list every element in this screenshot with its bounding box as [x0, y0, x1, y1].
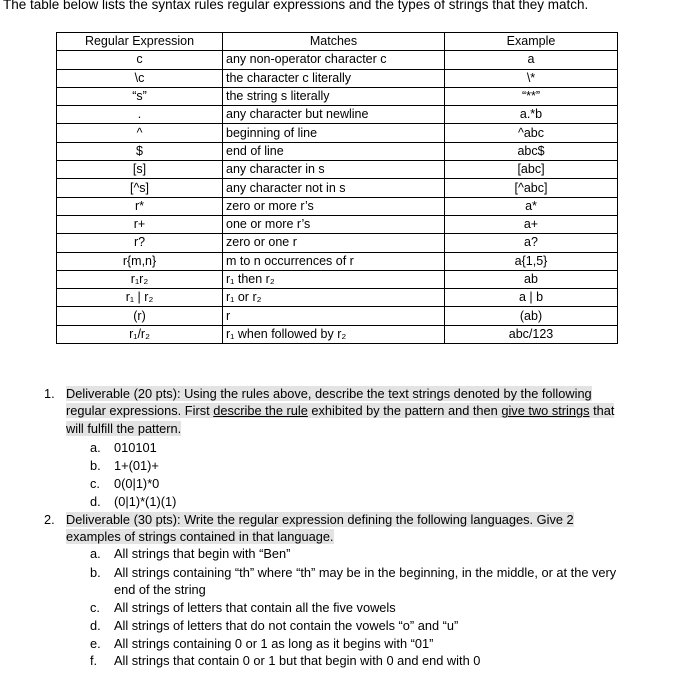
matches-cell: beginning of line [223, 124, 445, 142]
q2-item-a-letter: a. [90, 546, 101, 561]
regex-cell: $ [57, 142, 223, 160]
question-2-text [66, 511, 611, 546]
table-row [57, 106, 618, 124]
regex-cell: [s] [57, 161, 223, 179]
regex-cell: r{m,n} [57, 252, 223, 270]
q2-item-b-text: All strings containing “th” where “th” may be in the beginning, in the middle, or at the very end of the string [114, 565, 617, 598]
question-1-link-give-strings: give two strings [501, 403, 590, 419]
matches-cell: r₁ then r₂ [223, 270, 445, 288]
table-row [57, 270, 618, 288]
table-header-row [57, 33, 618, 51]
matches-cell: the character c literally [223, 69, 445, 87]
example-cell: abc$ [445, 142, 618, 160]
example-cell: (ab) [445, 307, 618, 325]
intro-text: The table below lists the syntax rules regular expressions and the types of strings that they match. [3, 0, 589, 12]
table-row [57, 179, 618, 197]
table-row [57, 325, 618, 343]
matches-cell: the string s literally [223, 87, 445, 105]
q2-item-d-letter: d. [90, 618, 101, 633]
example-cell: ab [445, 270, 618, 288]
question-1-link-describe-rule: describe the rule [213, 403, 308, 419]
q1-item-a-text: 010101 [114, 440, 157, 455]
question-1-part1: Deliverable (20 pts): Using the rules above, describe the text strings denoted by the following regular expressions. First [66, 386, 592, 419]
matches-cell: one or more r’s [223, 215, 445, 233]
q2-item-d-text: All strings of letters that do not contain the vowels “o” and “u” [114, 618, 459, 633]
q1-item-d-text: (0|1)*(1)(1) [114, 494, 177, 509]
header-matches: Matches [223, 33, 445, 51]
q2-item-c-text: All strings of letters that contain all the five vowels [114, 600, 396, 615]
header-regular-expression: Regular Expression [57, 33, 223, 51]
q1-item-b-letter: b. [90, 458, 101, 473]
q2-item-f-text: All strings that contain 0 or 1 but that begin with 0 and end with 0 [114, 653, 481, 668]
matches-cell: r [223, 307, 445, 325]
example-cell: a | b [445, 289, 618, 307]
question-2-body: Deliverable (30 pts): Write the regular expression defining the following languages. Give 2 examples of strings contained in that language. [66, 512, 574, 545]
q2-item-f-letter: f. [90, 653, 98, 668]
table-row [57, 197, 618, 215]
q2-item-c-letter: c. [90, 600, 100, 615]
syntax-rules-table [56, 32, 618, 344]
regex-cell: “s” [57, 87, 223, 105]
question-1-part2: exhibited by the pattern and then [307, 403, 502, 419]
matches-cell: any non-operator character c [223, 51, 445, 69]
question-2-number: 2. [44, 512, 55, 527]
q2-item-e-text: All strings containing 0 or 1 as long as it begins with “01” [114, 636, 434, 651]
matches-cell: end of line [223, 142, 445, 160]
question-1-number: 1. [44, 386, 55, 401]
example-cell: a.*b [445, 106, 618, 124]
q1-item-c-text: 0(0|1)*0 [114, 476, 160, 491]
matches-cell: any character in s [223, 161, 445, 179]
matches-cell: r₁ when followed by r₂ [223, 325, 445, 343]
matches-cell: any character not in s [223, 179, 445, 197]
table-row [57, 142, 618, 160]
example-cell: ^abc [445, 124, 618, 142]
matches-cell: r₁ or r₂ [223, 289, 445, 307]
regex-cell: ^ [57, 124, 223, 142]
q1-item-a-letter: a. [90, 440, 101, 455]
table-row [57, 234, 618, 252]
q1-item-c-letter: c. [90, 476, 100, 491]
regex-cell: r₁ | r₂ [57, 289, 223, 307]
matches-cell: any character but newline [223, 106, 445, 124]
table-row [57, 124, 618, 142]
regex-cell: r₁r₂ [57, 270, 223, 288]
q1-item-d-letter: d. [90, 494, 101, 509]
example-cell: a{1,5} [445, 252, 618, 270]
regex-cell: r+ [57, 215, 223, 233]
regex-cell: . [57, 106, 223, 124]
q2-item-b-letter: b. [90, 565, 101, 580]
table-row [57, 69, 618, 87]
q2-item-a-text: All strings that begin with “Ben” [114, 546, 291, 561]
example-cell: [abc] [445, 161, 618, 179]
regex-cell: c [57, 51, 223, 69]
example-cell: a? [445, 234, 618, 252]
table-row [57, 87, 618, 105]
regex-cell: \c [57, 69, 223, 87]
regex-cell: r? [57, 234, 223, 252]
header-example: Example [445, 33, 618, 51]
table-row [57, 215, 618, 233]
matches-cell: m to n occurrences of r [223, 252, 445, 270]
example-cell: a [445, 51, 618, 69]
example-cell: \* [445, 69, 618, 87]
matches-cell: zero or more r’s [223, 197, 445, 215]
q2-item-e-letter: e. [90, 636, 101, 651]
regex-cell: r₁/r₂ [57, 325, 223, 343]
example-cell: a+ [445, 215, 618, 233]
table-row [57, 289, 618, 307]
matches-cell: zero or one r [223, 234, 445, 252]
question-1-text [66, 385, 628, 437]
example-cell: abc/123 [445, 325, 618, 343]
table-row [57, 161, 618, 179]
question-1-part3: that will fulfill the pattern. [66, 403, 615, 436]
regex-cell: [^s] [57, 179, 223, 197]
example-cell: [^abc] [445, 179, 618, 197]
table-row [57, 51, 618, 69]
q1-item-b-text: 1+(01)+ [114, 458, 159, 473]
regex-cell: r* [57, 197, 223, 215]
regex-cell: (r) [57, 307, 223, 325]
example-cell: “**” [445, 87, 618, 105]
table-row [57, 307, 618, 325]
example-cell: a* [445, 197, 618, 215]
table-row [57, 252, 618, 270]
